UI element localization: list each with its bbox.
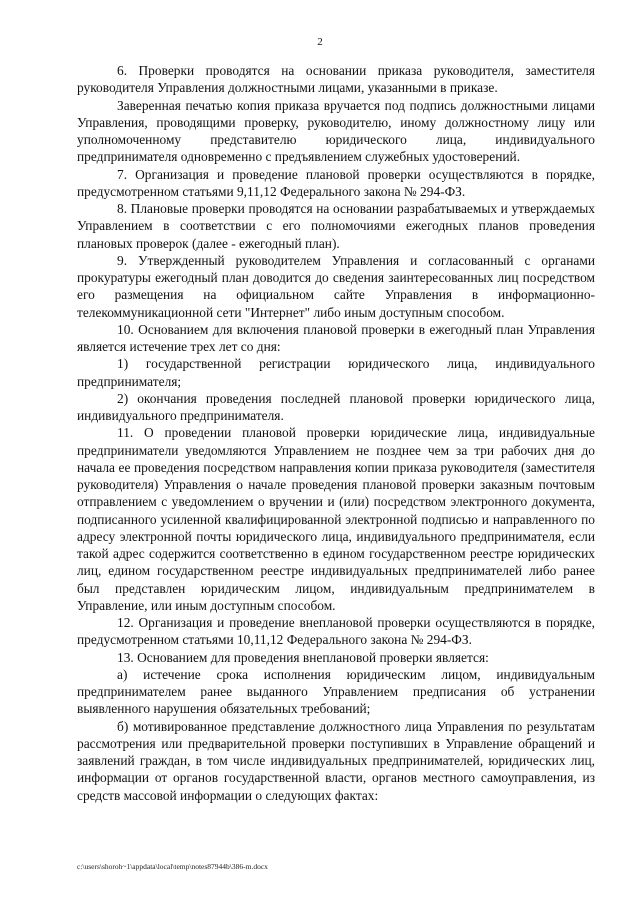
paragraph-8: 8. Плановые проверки проводятся на основании разрабатываемых и утверждаемых Управлением в соответствии с его полномочиями ежегодных планов проведения плановых проверок (далее - ежегодный план). xyxy=(77,201,595,251)
page-number: 2 xyxy=(317,36,323,48)
paragraph-13-item-b: б) мотивированное представление должностного лица Управления по результатам рассмотрения или предварительной проверки поступивших в Управление обращений и заявлений граждан, в том числе индивидуальных предпринимателей, юридических лиц, информации от органов государственной власти, органов местного самоуправления, из средств массовой информации о следующих фактах: xyxy=(77,718,595,803)
paragraph-11: 11. О проведении плановой проверки юридические лица, индивидуальные предприниматели уведомляются Управлением не позднее чем за три рабочих дня до начала ее проведения посредством направления копии приказа руководителя (заместителя руководителя) Управления о начале проведения плановой проверки заказным почтовым отправлением с уведомлением о вручении и (или) посредством электронного документа, подписанного усиленной квалифицированной электронной подписью и направленного по адресу электронной почты юридического лица, индивидуального предпринимателя, если такой адрес содержится соответственно в едином государственном реестре юридических лиц, едином государственном реестре индивидуальных предпринимателей либо ранее был представлен юридическим лицом, индивидуальным предпринимателем в Управление, или иным доступным способом. xyxy=(77,425,595,613)
paragraph-13: 13. Основанием для проведения внеплановой проверки является: xyxy=(117,649,489,665)
footer-file-path: c:\users\shoroh~1\appdata\local\temp\notes87944b\386-m.docx xyxy=(77,862,268,871)
paragraph-7: 7. Организация и проведение плановой проверки осуществляются в порядке, предусмотренном статьями 9,11,12 Федерального закона № 294-ФЗ. xyxy=(77,166,595,199)
paragraph-10-item-1: 1) государственной регистрации юридического лица, индивидуального предпринимателя; xyxy=(77,356,595,389)
paragraph-12: 12. Организация и проведение внеплановой проверки осуществляются в порядке, предусмотренном статьями 10,11,12 Федерального закона № 294-ФЗ. xyxy=(77,615,595,648)
paragraph-13-item-a: а) истечение срока исполнения юридическим лицом, индивидуальным предпринимателем ранее выданного Управлением предписания об устранении выявленного нарушения обязательных требований; xyxy=(77,666,595,717)
paragraph-6: 6. Проверки проводятся на основании приказа руководителя, заместителя руководителя Управления должностными лицами, указанными в приказе. xyxy=(77,63,595,96)
paragraph-10-item-2: 2) окончания проведения последней плановой проверки юридического лица, индивидуального предпринимателя. xyxy=(77,390,595,423)
paragraph-9: 9. Утвержденный руководителем Управления и согласованный с органами прокуратуры ежегодный план доводится до сведения заинтересованных лиц посредством его размещения на официальном сайте Управления в информационно-телекоммуникационной сети "Интернет" либо иным доступным способом. xyxy=(77,252,595,320)
document-body xyxy=(77,62,595,804)
paragraph-order-copy: Заверенная печатью копия приказа вручается под подпись должностными лицами Управления, проводящими проверку, руководителю, иному должностному лицу или уполномоченному представителю юридического лица, индивидуального предпринимателя одновременно с предъявлением служебных удостоверений. xyxy=(77,97,595,165)
paragraph-10: 10. Основанием для включения плановой проверки в ежегодный план Управления является истечение трех лет со дня: xyxy=(77,321,595,354)
